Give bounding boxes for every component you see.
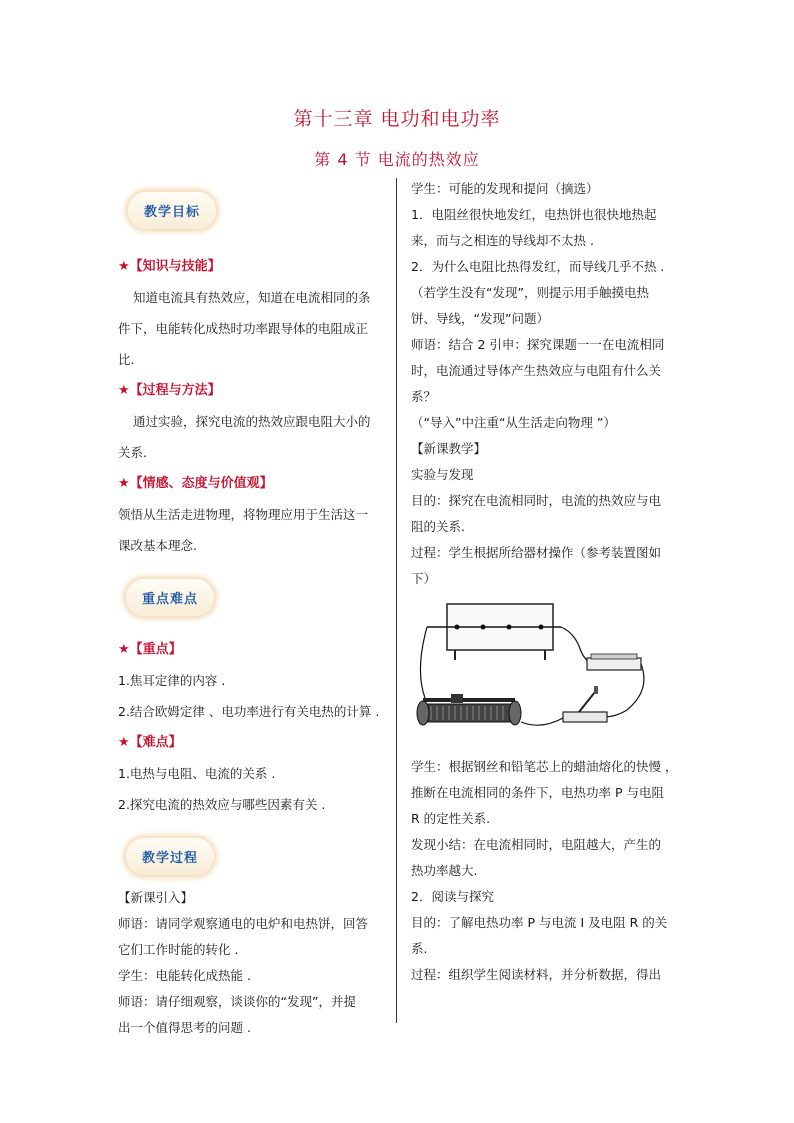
key-heading: ★【重点】 (118, 642, 182, 657)
section-title: 第 4 节 电流的热效应 (314, 150, 480, 169)
key-line: 1.焦耳定律的内容 . (118, 673, 226, 688)
knowledge-heading: ★【知识与技能】 (118, 259, 221, 274)
text-line: 过程：学生根据所给器材操作（参考装置图如 (411, 545, 662, 560)
key-points-pill: 重点难点 (126, 579, 214, 616)
text-line: 实验与发现 (411, 467, 474, 482)
process-method-heading: ★【过程与方法】 (118, 383, 221, 398)
text-line: 来，而与之相连的导线却不太热 . (411, 233, 594, 248)
column-divider (396, 178, 397, 1023)
text-line: 下） (411, 571, 437, 586)
difficulty-line: 2.探究电流的热效应与哪些因素有关 . (118, 797, 326, 812)
text-line: 时，电流通过导体产生热效应与电阻有什么关 (411, 363, 662, 378)
text-line: 1．电阻丝很快地发红，电热饼也很快地热起 (411, 207, 657, 222)
knowledge-line: 件下，电能转化成热时功率跟导体的电阻成正 (118, 321, 369, 336)
key-line: 2.结合欧姆定律 、电功率进行有关电热的计算 . (118, 704, 380, 719)
emotion-line: 课改基本理念. (118, 538, 197, 553)
text-line: 2．为什么电阻比热得发红，而导线几乎不热 . (411, 259, 665, 274)
difficulty-heading: ★【难点】 (118, 735, 182, 750)
intro-line: 学生：电能转化成热能 . (118, 968, 251, 983)
intro-line: 师语：请同学观察通电的电炉和电热饼，回答 (118, 916, 369, 931)
intro-line: 出一个值得思考的问题 . (118, 1020, 251, 1035)
chapter-title: 第十三章 电功和电功率 (293, 108, 501, 130)
emotion-heading: ★【情感、态度与价值观】 (118, 476, 273, 491)
knowledge-line: 比. (118, 352, 135, 367)
text-line: 师语：结合 2 引申：探究课题一一在电流相同 (411, 337, 665, 352)
switch (563, 712, 607, 722)
text-line: 饼、导线，“发现”问题） (411, 311, 549, 326)
left-column (118, 178, 386, 1041)
intro-line: 师语：请仔细观察，谈谈你的“发现”，并提 (118, 994, 356, 1009)
new-lesson-heading: 【新课教学】 (411, 441, 487, 456)
text-line: 系？ (411, 389, 437, 404)
text-line: 目的：了解电热功率 P 与电流 I 及电阻 R 的关 (411, 915, 668, 930)
experiment-apparatus-diagram (411, 600, 651, 750)
battery (587, 658, 641, 670)
intro-line: 它们工作时能的转化 . (118, 942, 239, 957)
text-line: 推断在电流相同的条件下，电热功率 P 与电阻 (411, 785, 664, 800)
text-line: （“导入”中注重“从生活走向物理 ”） (411, 415, 616, 430)
text-line: 学生：可能的发现和提问（摘选） (411, 181, 599, 196)
process-method-line: 关系. (118, 445, 147, 460)
text-line: 热功率越大. (411, 863, 478, 878)
text-line: 学生：根据钢丝和铅笔芯上的蜡油熔化的快慢 ， (411, 759, 678, 774)
text-line: 系. (411, 941, 428, 956)
teaching-goals-pill: 教学目标 (128, 192, 216, 229)
emotion-line: 领悟从生活走进物理，将物理应用于生活这一 (118, 507, 369, 522)
intro-heading: 【新课引入】 (118, 890, 194, 905)
text-line: 过程：组织学生阅读材料，并分析数据，得出 (411, 967, 662, 982)
text-line: 2．阅读与探究 (411, 889, 494, 904)
process-method-line: 通过实验，探究电流的热效应跟电阻大小的 (133, 414, 371, 429)
text-line: （若学生没有“发现”，则提示用手触摸电热 (411, 285, 649, 300)
right-column (411, 178, 683, 988)
text-line: 发现小结：在电流相同时，电阻越大，产生的 (411, 837, 662, 852)
text-line: R 的定性关系. (411, 811, 491, 826)
text-line: 目的：探究在电流相同时，电流的热效应与电 (411, 493, 662, 508)
difficulty-line: 1.电热与电阻、电流的关系 . (118, 766, 276, 781)
teaching-process-pill: 教学过程 (126, 838, 214, 875)
text-line: 阻的关系. (411, 519, 465, 534)
knowledge-line: 知道电流具有热效应，知道在电流相同的条 (133, 290, 371, 305)
rheostat-slider (451, 694, 463, 703)
